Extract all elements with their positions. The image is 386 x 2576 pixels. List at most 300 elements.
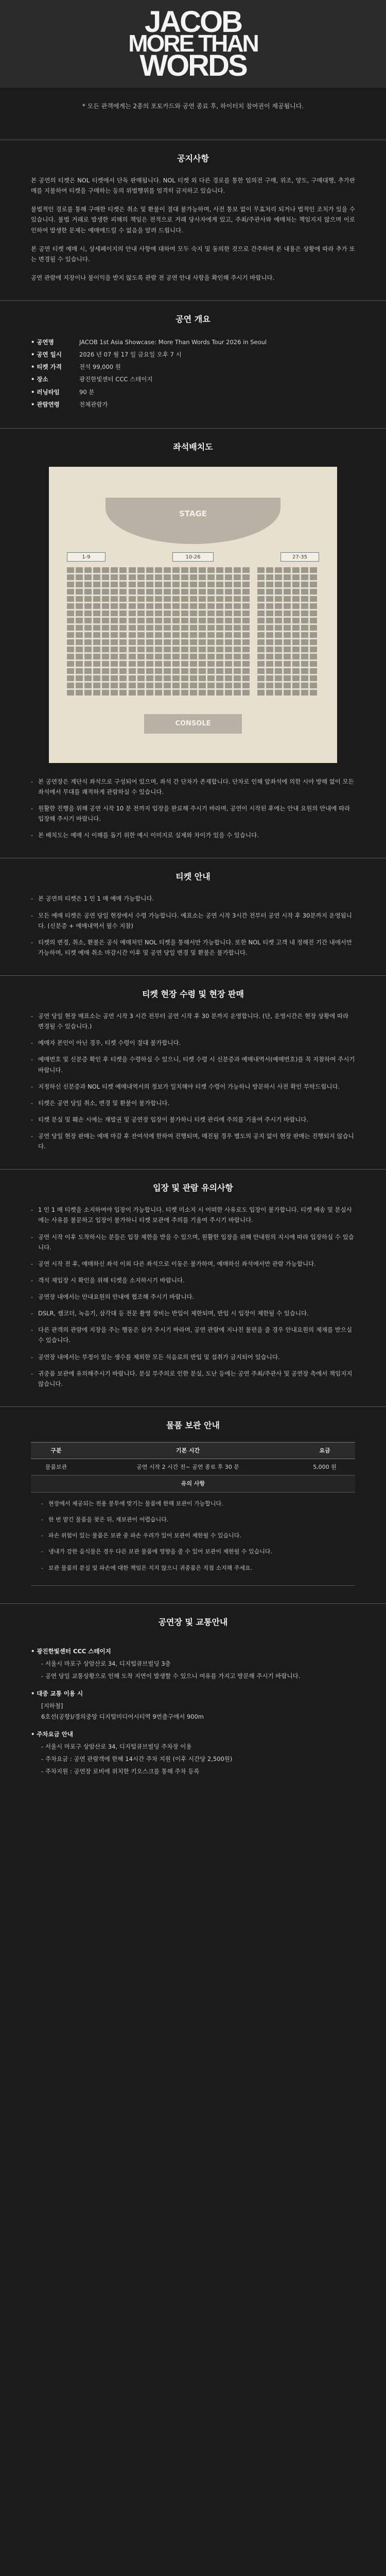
seat <box>292 589 300 595</box>
seat <box>266 654 273 659</box>
seat <box>155 690 162 696</box>
seat <box>234 639 241 645</box>
seat <box>207 582 215 587</box>
seat <box>199 654 206 659</box>
seat <box>181 683 188 688</box>
ticket-section-header <box>0 858 386 893</box>
seat <box>84 647 92 652</box>
onsite-list <box>31 1011 355 1151</box>
seat <box>181 690 188 696</box>
seat <box>275 683 282 688</box>
entry-section-header <box>0 1169 386 1205</box>
seat <box>310 596 317 602</box>
seat <box>199 618 206 623</box>
seat <box>234 589 241 595</box>
list-item: - 귀중품 보관에 유의해주시기 바랍니다. 분실 부주의로 인한 분실, 도난 등에는 공연 주최/주관사 및 공연장 측에서 책임지지 않습니다. <box>31 1368 355 1389</box>
seat <box>119 668 127 674</box>
seat <box>67 683 74 688</box>
seat <box>199 603 206 609</box>
seat <box>234 647 241 652</box>
parking-line: - 서울시 마포구 상암산로 34, 디지털큐브빌딩 주차장 이용 <box>41 1741 355 1752</box>
seat <box>292 690 300 696</box>
seat <box>155 661 162 667</box>
seat <box>225 632 232 638</box>
seat <box>172 574 180 580</box>
seat <box>172 589 180 595</box>
seat <box>284 668 291 674</box>
seat <box>181 661 188 667</box>
seat <box>93 603 100 609</box>
seat <box>146 683 153 688</box>
seat <box>234 690 241 696</box>
seat <box>164 675 171 681</box>
seat <box>207 668 215 674</box>
divider <box>0 300 386 301</box>
seat <box>164 589 171 595</box>
seat <box>225 625 232 631</box>
seat <box>93 668 100 674</box>
seat <box>93 683 100 688</box>
seat <box>137 683 145 688</box>
seat <box>111 654 118 659</box>
seat <box>301 639 308 645</box>
seat <box>310 603 317 609</box>
entry-body <box>0 1205 386 1389</box>
seat <box>207 611 215 616</box>
seat <box>284 582 291 587</box>
seat <box>172 675 180 681</box>
list-item: - 공연 당일 현장 매표소는 공연 시작 3 시간 전부터 공연 시작 후 30 분까지 운영합니다. (단, 운영시간은 현장 상황에 따라 변경될 수 있습니다.) <box>31 1011 355 1031</box>
seat <box>111 632 118 638</box>
seat <box>190 625 197 631</box>
seat <box>292 647 300 652</box>
overview-value: 2026 년 07 월 17 일 금요일 오후 7 시 <box>79 351 182 359</box>
list-item: - 현장에서 제공되는 전용 봉투에 맞기는 물품에 한해 보관이 가능합니다. <box>41 1499 345 1509</box>
seat <box>93 661 100 667</box>
intro-note: * 모든 관객에게는 2종의 포토카드와 공연 종료 후, 하이터치 참여권이 제공됩니다. <box>82 103 304 110</box>
seat <box>242 611 250 616</box>
seat <box>190 603 197 609</box>
seat <box>207 632 215 638</box>
seat <box>76 675 83 681</box>
divider <box>0 428 386 429</box>
transit-line: [지하철] <box>41 1702 63 1710</box>
seat <box>292 661 300 667</box>
seat <box>102 625 109 631</box>
seat <box>190 574 197 580</box>
seat <box>93 690 100 696</box>
seat <box>266 639 273 645</box>
seat <box>111 668 118 674</box>
seat <box>257 574 265 580</box>
table-cell: 물품보관 <box>31 1459 81 1476</box>
seat <box>284 661 291 667</box>
seat <box>216 603 223 609</box>
overview-value: JACOB 1st Asia Showcase: More Than Words Tour 2026 in Seoul <box>79 338 267 346</box>
seat <box>137 589 145 595</box>
seat <box>207 625 215 631</box>
seat <box>76 603 83 609</box>
list-item: - 티켓 분실 및 훼손 시에는 재발권 및 공연장 입장이 불가하니 티켓 관리에 주의를 기울여 주시기 바랍니다. <box>31 1114 355 1125</box>
seat <box>155 654 162 659</box>
seat <box>102 596 109 602</box>
seat <box>111 574 118 580</box>
list-item: - 본 배치도는 예매 시 이해를 돕기 위한 예시 이미지로 실제와 차이가 있을 수 있습니다. <box>31 830 355 840</box>
seat <box>190 647 197 652</box>
seat <box>67 668 74 674</box>
list-item: - 티켓의 변경, 취소, 환불은 공식 예매처인 NOL 티켓을 통해서만 가능합니다. 또한 NOL 티켓 고객 내 정해진 기간 내에서만 가능하며, 티켓 예매 취소 마감시간 이후 및 공연 당일 변경 및 환불은 불가합니다. <box>31 937 355 958</box>
seat <box>242 661 250 667</box>
seat <box>172 611 180 616</box>
list-item: - 예매자 본인이 아닌 경우, 티켓 수령이 절대 불가합니다. <box>31 1038 355 1048</box>
seat <box>225 567 232 573</box>
seat <box>181 647 188 652</box>
seat <box>93 611 100 616</box>
seat <box>67 618 74 623</box>
seat <box>181 567 188 573</box>
section-title-seating: 좌석배치도 <box>173 440 213 454</box>
seat <box>93 567 100 573</box>
list-item: - 1 인 1 매 티켓을 소지하여야 입장이 가능합니다. 티켓 미소지 시 어떠한 사유로도 입장이 불가합니다. 티켓 배송 및 분실사에는 사유를 불문하고 입장이 불가하니 티켓 보관에 주의를 기울여 주시기 바랍니다. <box>31 1205 355 1225</box>
seat <box>257 625 265 631</box>
seat <box>111 661 118 667</box>
seat <box>119 603 127 609</box>
seat <box>310 639 317 645</box>
seat <box>84 589 92 595</box>
seat <box>284 603 291 609</box>
stage: STAGE <box>106 498 280 544</box>
notice-paragraph: 공연 관람에 지장이나 불이익을 받지 않도록 관람 전 공연 안내 사항을 확인해 주시기 바랍니다. <box>31 274 275 281</box>
seat <box>199 589 206 595</box>
seat <box>67 625 74 631</box>
seat <box>234 618 241 623</box>
seat <box>181 625 188 631</box>
seat <box>172 683 180 688</box>
overview-row <box>31 348 271 361</box>
list-item: - 냉내가 강한 음식물은 경우 다른 보관 물품에 영향을 줄 수 있어 보관이 제한될 수 있습니다. <box>41 1547 345 1556</box>
seat <box>216 574 223 580</box>
seat <box>257 690 265 696</box>
seat <box>84 567 92 573</box>
seat <box>67 632 74 638</box>
seat <box>292 683 300 688</box>
seat <box>172 690 180 696</box>
seat <box>275 567 282 573</box>
seat <box>199 582 206 587</box>
seat <box>76 661 83 667</box>
seat <box>102 603 109 609</box>
seat <box>102 589 109 595</box>
seat <box>216 690 223 696</box>
seat <box>301 668 308 674</box>
seat <box>199 675 206 681</box>
seat <box>111 618 118 623</box>
seat <box>67 582 74 587</box>
overview-row <box>31 373 271 385</box>
seat <box>146 632 153 638</box>
seat <box>190 690 197 696</box>
seat <box>234 574 241 580</box>
seat <box>164 567 171 573</box>
section-title-venue: 공연장 및 교통안내 <box>159 1615 228 1630</box>
seat <box>225 690 232 696</box>
seat <box>93 618 100 623</box>
seat <box>216 589 223 595</box>
seat <box>164 661 171 667</box>
seat <box>155 683 162 688</box>
seat <box>67 567 74 573</box>
seat <box>310 574 317 580</box>
seat <box>146 618 153 623</box>
seat <box>242 632 250 638</box>
seat <box>67 611 74 616</box>
seat <box>111 675 118 681</box>
seat <box>284 611 291 616</box>
goods-table <box>31 1442 355 1586</box>
seat <box>225 661 232 667</box>
seat <box>207 589 215 595</box>
table-header: 기본 시간 <box>81 1442 294 1459</box>
seat <box>216 611 223 616</box>
seat <box>234 675 241 681</box>
seat <box>266 690 273 696</box>
seat <box>129 596 136 602</box>
seat <box>284 647 291 652</box>
seat <box>155 589 162 595</box>
overview-section-header <box>0 300 386 336</box>
seat <box>257 603 265 609</box>
list-item: - 지정하신 신분증과 NOL 티켓 예매내역서의 정보가 일치해야 티켓 수령이 가능하니 방문하시 사전 확인 부탁드립니다. <box>31 1081 355 1092</box>
seat <box>257 668 265 674</box>
seat <box>292 611 300 616</box>
seat <box>266 683 273 688</box>
seat <box>242 639 250 645</box>
goods-section-header <box>0 1406 386 1442</box>
seat <box>301 603 308 609</box>
seat <box>257 611 265 616</box>
seat <box>111 567 118 573</box>
seat <box>137 567 145 573</box>
seat <box>164 668 171 674</box>
seat <box>164 596 171 602</box>
notice-body <box>0 175 386 283</box>
seat <box>266 625 273 631</box>
seat <box>275 582 282 587</box>
seat <box>242 683 250 688</box>
seat <box>292 567 300 573</box>
list-item: - 본 공연장은 계단식 좌석으로 구성되어 있으며, 좌석 간 단차가 존재합니다. 단차로 인해 앞좌석에 의한 시야 방해 없이 모든 좌석에서 무대를 쾌적하게 관람하실 수 있습니다. <box>31 776 355 797</box>
seat <box>275 668 282 674</box>
seat <box>102 668 109 674</box>
seat <box>266 574 273 580</box>
ticket-body <box>0 893 386 958</box>
seat <box>207 683 215 688</box>
seat <box>242 668 250 674</box>
seat <box>181 589 188 595</box>
seat <box>155 647 162 652</box>
seat <box>76 647 83 652</box>
seat <box>234 567 241 573</box>
seat <box>275 647 282 652</box>
seat <box>181 675 188 681</box>
seat <box>207 639 215 645</box>
seat <box>190 618 197 623</box>
seat <box>129 668 136 674</box>
seat <box>292 625 300 631</box>
seat <box>199 690 206 696</box>
seat <box>146 574 153 580</box>
section-title-entry: 입장 및 관람 유의사항 <box>153 1181 233 1195</box>
block-label-left: 1-9 <box>67 552 106 562</box>
seat <box>102 567 109 573</box>
seat <box>129 654 136 659</box>
seat <box>266 632 273 638</box>
divider <box>0 1603 386 1604</box>
seat <box>216 675 223 681</box>
overview-key: • 공연명 <box>31 336 79 348</box>
seat <box>155 675 162 681</box>
seat <box>190 661 197 667</box>
notice-paragraph: 본 공연 티켓 예매 시, 상세페이지의 안내 사항에 대하여 모두 숙지 및 동의한 것으로 간주하며 본 내용은 상황에 따라 추가 또는 변경될 수 있습니다. <box>31 245 355 263</box>
table-row <box>31 1492 355 1585</box>
seat <box>266 675 273 681</box>
seat <box>146 582 153 587</box>
seat <box>190 675 197 681</box>
seat <box>119 618 127 623</box>
seat <box>155 618 162 623</box>
seat <box>275 690 282 696</box>
seat <box>76 567 83 573</box>
seat <box>119 596 127 602</box>
seat <box>199 639 206 645</box>
seat <box>225 647 232 652</box>
console: CONSOLE <box>144 714 242 734</box>
seat <box>164 574 171 580</box>
seat <box>266 589 273 595</box>
seat <box>275 596 282 602</box>
divider <box>0 975 386 976</box>
seat <box>137 647 145 652</box>
list-item: - 다른 관객의 관람에 지장을 주는 행동은 삼가 주시기 바라며, 공연 관람에 지나친 불편을 줄 경우 안내요원의 제재를 받으실 수 있습니다. <box>31 1325 355 1345</box>
seat <box>93 647 100 652</box>
seat <box>84 625 92 631</box>
seat <box>102 632 109 638</box>
hero-title-line-1: JACOB <box>144 5 242 39</box>
seat <box>257 582 265 587</box>
list-item: - 공연 당일 현장 판매는 예매 마감 후 잔여석에 한하여 진행되며, 매진될 경우 별도의 공지 없이 현장 판매는 진행되지 않습니다. <box>31 1131 355 1151</box>
seat <box>164 618 171 623</box>
seat <box>301 567 308 573</box>
seat <box>234 683 241 688</box>
seat <box>242 603 250 609</box>
seat <box>84 582 92 587</box>
seat <box>284 675 291 681</box>
goods-notes-cell <box>31 1492 355 1585</box>
seat <box>257 596 265 602</box>
seat <box>310 567 317 573</box>
seat <box>119 567 127 573</box>
seat <box>76 668 83 674</box>
seat <box>129 639 136 645</box>
seat <box>242 589 250 595</box>
seat <box>234 632 241 638</box>
seat <box>216 683 223 688</box>
seat <box>164 647 171 652</box>
seat <box>242 625 250 631</box>
seat <box>111 683 118 688</box>
seat <box>84 618 92 623</box>
seat <box>84 611 92 616</box>
venue-body <box>0 1646 386 1776</box>
seat <box>172 582 180 587</box>
list-item: - 객석 재입장 시 확인을 위해 티켓을 소지하시기 바랍니다. <box>31 1275 355 1285</box>
seat <box>155 632 162 638</box>
seat <box>172 625 180 631</box>
seat <box>284 639 291 645</box>
seat <box>129 675 136 681</box>
onsite-body <box>0 1011 386 1151</box>
seat <box>301 632 308 638</box>
seat <box>129 661 136 667</box>
seat <box>129 632 136 638</box>
seat <box>164 603 171 609</box>
seat <box>111 690 118 696</box>
seat <box>67 661 74 667</box>
seat <box>155 596 162 602</box>
seat <box>129 690 136 696</box>
goods-notes-list <box>41 1499 345 1573</box>
seat <box>129 683 136 688</box>
seat <box>301 596 308 602</box>
list-item: - 한 번 맡긴 물품을 찾은 뒤, 재보관이 어렵습니다. <box>41 1515 345 1524</box>
seat <box>234 668 241 674</box>
seat <box>119 625 127 631</box>
seat <box>207 654 215 659</box>
seat <box>257 654 265 659</box>
seat <box>67 675 74 681</box>
seat <box>137 625 145 631</box>
seat <box>137 632 145 638</box>
seat <box>129 574 136 580</box>
seat <box>119 582 127 587</box>
seat <box>257 639 265 645</box>
seating-notes-list <box>31 776 355 841</box>
seat <box>119 639 127 645</box>
seat <box>301 675 308 681</box>
seat <box>93 675 100 681</box>
overview-value: 전석 99,000 원 <box>79 363 121 371</box>
seat <box>266 567 273 573</box>
seat <box>119 683 127 688</box>
seat <box>310 668 317 674</box>
venue-line: - 공연 당일 교통상황으로 인해 도착 지연이 발생할 수 있으니 여유를 가지고 방문해 주시기 바랍니다. <box>41 1671 355 1681</box>
seat <box>84 661 92 667</box>
seat <box>102 654 109 659</box>
seat <box>216 661 223 667</box>
seat <box>199 683 206 688</box>
seat <box>284 632 291 638</box>
seat <box>199 647 206 652</box>
seat <box>84 654 92 659</box>
seat <box>207 574 215 580</box>
seating-notes <box>0 776 386 841</box>
venue-section-header <box>0 1603 386 1639</box>
seat <box>284 574 291 580</box>
list-item: - 보관 물품의 분실 및 파손에 대한 책임은 지지 않으니 귀중품은 직접 소지해 주세요. <box>41 1563 345 1573</box>
seat <box>199 661 206 667</box>
seat <box>310 589 317 595</box>
list-item: - 예매번호 및 신분증 확인 후 티켓을 수령하실 수 있으니, 티켓 수령 시 신분증과 예매내역서(예매번호)를 꼭 지참하여 주시기 바랍니다. <box>31 1054 355 1075</box>
